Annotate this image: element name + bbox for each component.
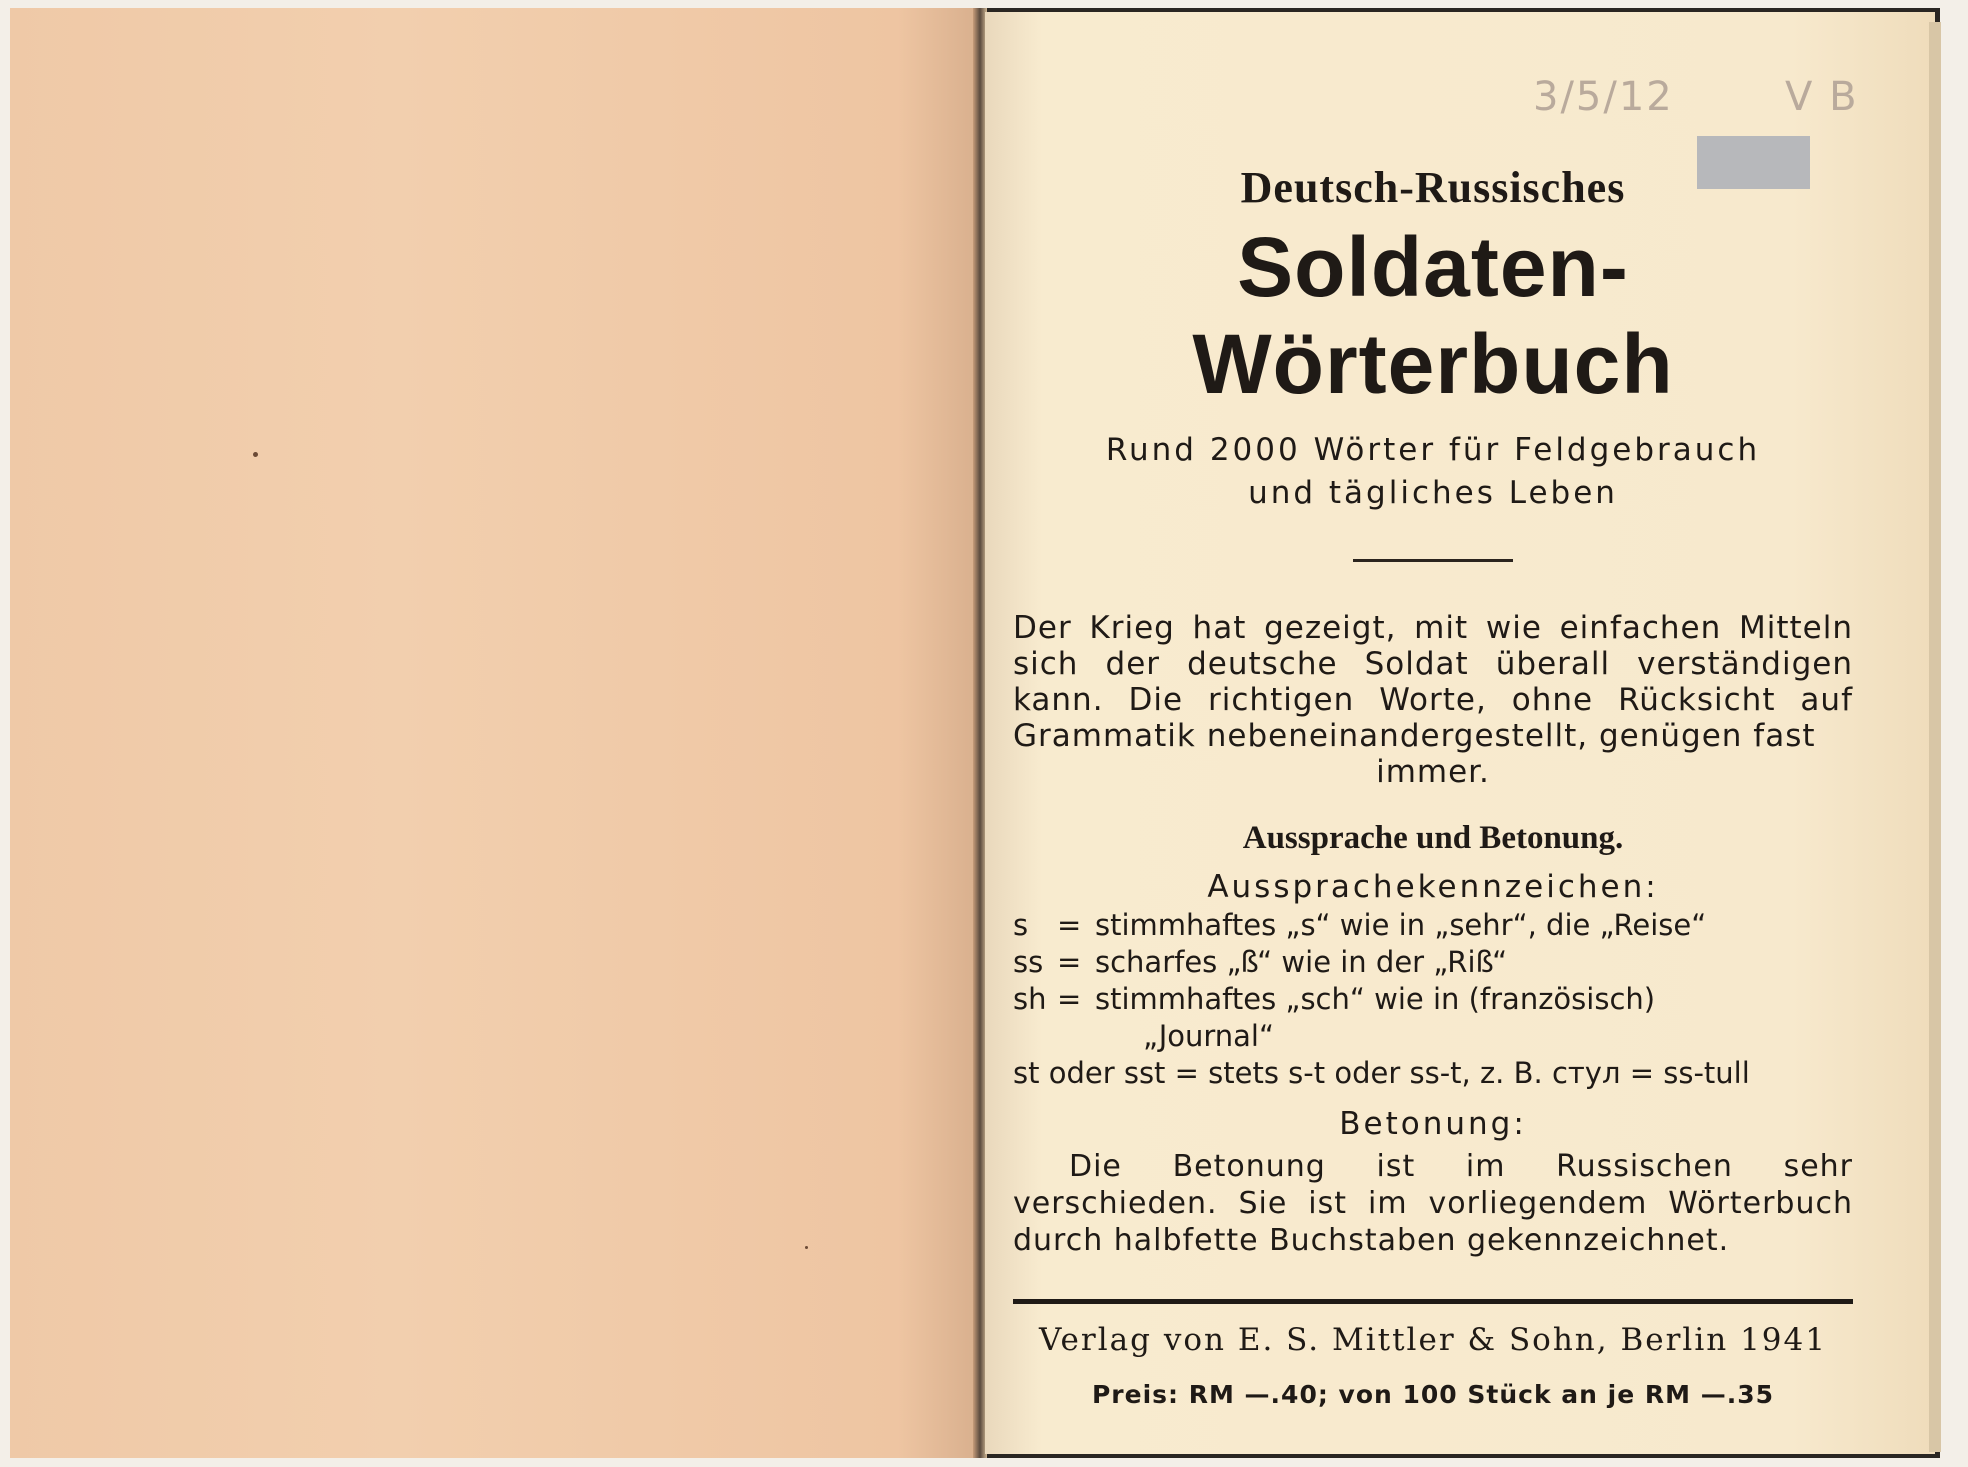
subtitle [1013,429,1853,515]
title-line-1: Deutsch-Russisches [1240,163,1626,212]
equals-sign: = [1057,945,1082,979]
title-page [985,12,1935,1454]
pronunciation-row [1013,981,1853,1018]
pronunciation-value: stimmhaftes „s“ wie in „sehr“, die „Reise“ [1095,908,1707,942]
pronunciation-key: s [1013,908,1029,942]
paper-speck [253,452,258,457]
equals-sign: = [1057,908,1082,942]
divider-short [1353,559,1513,562]
subtitle-line-1: Rund 2000 Wörter für Feldgebrauch [1105,432,1761,468]
pronunciation-marks-heading: Aussprachekennzeichen: [1207,869,1659,905]
divider-long [1013,1299,1853,1304]
pronunciation-continuation: „Journal“ [1143,1019,1275,1053]
pencil-note-initials: V B [1785,74,1859,120]
open-booklet [10,8,1940,1458]
stress-heading: Betonung: [1339,1106,1527,1142]
pronunciation-row [1013,944,1853,981]
page-edge [1929,22,1941,1452]
pronunciation-table [1013,907,1853,1092]
intro-last-word: immer. [1376,754,1490,790]
paper-speck [805,1246,808,1249]
intro-text: Der Krieg hat gezeigt, mit wie einfachen Mitteln sich der deutsche Soldat überall verständigen kann. Die richtigen Worte, ohne Rücksicht auf Grammatik nebeneinandergestellt, genügen fast [1013,610,1853,754]
left-page-blank [10,8,975,1458]
price-line: Preis: RM —.40; von 100 Stück an je RM —.35 [1091,1380,1775,1409]
pronunciation-value: stimmhaftes „sch“ wie in (französisch) [1095,982,1656,1016]
stress-paragraph: Die Betonung ist im Russischen sehr verschieden. Sie ist im vorliegendem Wörterbuch durch halbfette Buchstaben gekennzeichnet. [1013,1149,1853,1258]
pronunciation-row [1013,907,1853,944]
publisher-line: Verlag von E. S. Mittler & Sohn, Berlin 1941 [1039,1322,1827,1358]
pencil-note-number: 3/5/12 [1533,74,1674,120]
pronunciation-st-rule: st oder sst = stets s-t oder ss-t, z. B. стул = ss-tull [1013,1056,1750,1090]
pronunciation-value: scharfes „ß“ wie in der „Riß“ [1095,945,1508,979]
intro-paragraph [1013,610,1853,790]
main-title: Soldaten-Wörterbuch [1192,220,1674,411]
subtitle-line-2: und tägliches Leben [1248,475,1618,511]
pronunciation-heading: Aussprache und Betonung. [1242,820,1624,856]
title-page-content [1013,162,1853,1409]
equals-sign: = [1057,982,1082,1016]
pronunciation-key: ss [1013,945,1044,979]
pronunciation-key: sh [1013,982,1047,1016]
